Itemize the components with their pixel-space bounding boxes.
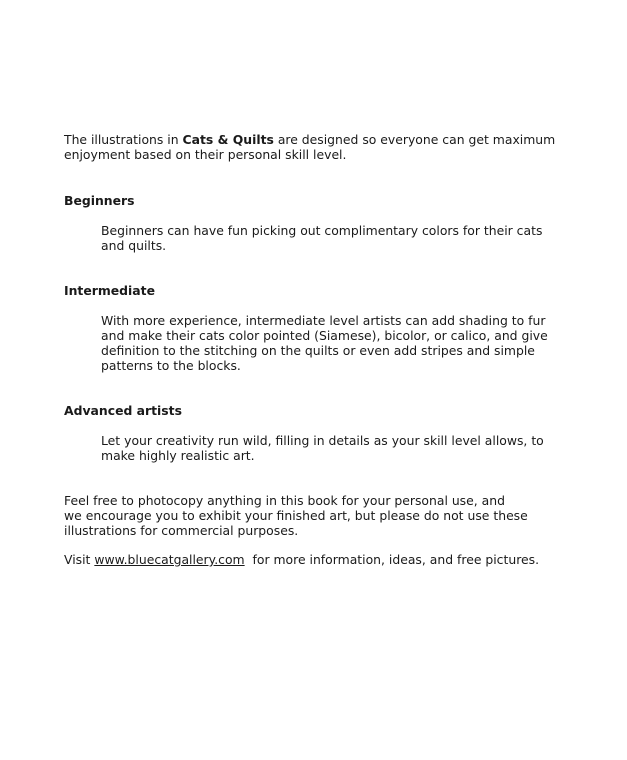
permissions-line-1: Feel free to photocopy anything in this book for your personal use, and [64, 493, 505, 508]
intro-paragraph [64, 132, 564, 162]
book-title: Cats & Quilts [182, 132, 274, 147]
visit-suffix: for more information, ideas, and free pictures. [244, 552, 540, 567]
intermediate-line-1: With more experience, intermediate level artists can add shading to fur [101, 313, 546, 328]
permissions-line-2: we encourage you to exhibit your finished art, but please do not use these [64, 508, 528, 523]
intermediate-heading: Intermediate [64, 283, 155, 298]
intro-suffix: are designed so everyone can get maximum [273, 132, 556, 147]
advanced-line-2: make highly realistic art. [101, 448, 255, 463]
intro-line-2: enjoyment based on their personal skill level. [64, 147, 347, 162]
intermediate-line-2: and make their cats color pointed (Siamese), bicolor, or calico, and give [101, 328, 548, 343]
visit-line [64, 552, 564, 567]
intermediate-paragraph [101, 313, 561, 373]
advanced-line-1: Let your creativity run wild, filling in details as your skill level allows, to [101, 433, 544, 448]
website-link[interactable]: www.bluecatgallery.com [94, 552, 245, 567]
intro-prefix: The illustrations in [64, 132, 183, 147]
advanced-paragraph [101, 433, 561, 463]
permissions-line-3: illustrations for commercial purposes. [64, 523, 299, 538]
intermediate-line-4: patterns to the blocks. [101, 358, 241, 373]
beginners-line-2: and quilts. [101, 238, 167, 253]
visit-prefix: Visit [64, 552, 95, 567]
visit-paragraph [64, 552, 564, 567]
beginners-paragraph [101, 223, 561, 253]
advanced-heading: Advanced artists [64, 403, 182, 418]
intermediate-line-3: definition to the stitching on the quilts or even add stripes and simple [101, 343, 535, 358]
intro-line-1 [64, 132, 564, 147]
permissions-paragraph [64, 493, 564, 538]
beginners-heading: Beginners [64, 193, 135, 208]
beginners-line-1: Beginners can have fun picking out complimentary colors for their cats [101, 223, 543, 238]
